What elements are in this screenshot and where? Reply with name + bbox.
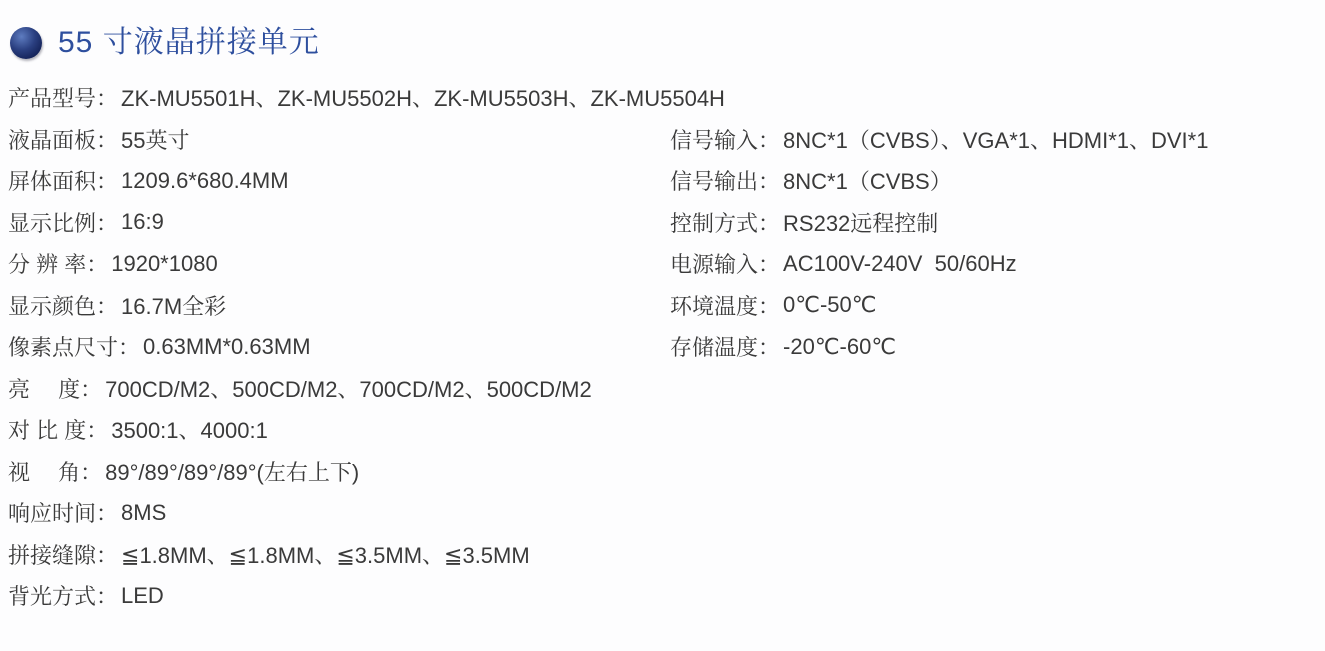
spec-label: 控制方式： [670, 210, 781, 236]
spec-row-backlight [8, 575, 725, 617]
sphere-bullet-icon [10, 27, 42, 59]
spec-row-contrast [8, 409, 725, 451]
spec-row-storage-temp [670, 326, 1208, 368]
spec-value: 8NC*1（CVBS）、VGA*1、HDMI*1、DVI*1 [783, 127, 1209, 153]
spec-row-lcd-panel [8, 119, 725, 161]
spec-label: 视 角： [8, 459, 103, 485]
spec-row-aspect-ratio [8, 202, 725, 244]
spec-label: 信号输出： [670, 169, 781, 195]
spec-label: 拼接缝隙： [8, 542, 119, 568]
spec-label: 存储温度： [670, 335, 781, 361]
spec-row-seam-gap [8, 534, 725, 576]
spec-value: 0.63MM*0.63MM [143, 333, 311, 359]
spec-value: RS232远程控制 [783, 210, 939, 236]
spec-row-resolution [8, 243, 725, 285]
page-header [10, 26, 320, 60]
spec-label: 环境温度： [670, 293, 781, 319]
spec-value: 0℃-50℃ [783, 292, 877, 318]
spec-row-viewing-angle [8, 451, 725, 493]
spec-row-display-color [8, 285, 725, 327]
spec-label: 显示比例： [8, 210, 119, 236]
spec-value: 1920*1080 [111, 250, 218, 276]
spec-row-power-input [670, 243, 1208, 285]
spec-row-signal-output [670, 160, 1208, 202]
spec-label: 对 比 度： [8, 418, 109, 444]
spec-value: 700CD/M2、500CD/M2、700CD/M2、500CD/M2 [105, 376, 592, 402]
spec-label: 信号输入： [670, 127, 781, 153]
spec-label: 产品型号： [8, 86, 119, 112]
spec-row-operating-temp [670, 285, 1208, 327]
spec-value: ≦1.8MM、≦1.8MM、≦3.5MM、≦3.5MM [121, 542, 530, 568]
spec-row-signal-input [670, 119, 1208, 161]
spec-value: 89°/89°/89°/89°(左右上下) [105, 459, 360, 485]
spec-label: 亮 度： [8, 376, 103, 402]
spec-value: 3500:1、4000:1 [111, 418, 268, 444]
spec-value: ZK-MU5501H、ZK-MU5502H、ZK-MU5503H、ZK-MU5504H [121, 86, 725, 112]
spec-row-response-time [8, 492, 725, 534]
spec-value: 16:9 [121, 209, 164, 235]
page-title: 55 寸液晶拼接单元 [58, 26, 320, 59]
spec-label: 屏体面积： [8, 169, 119, 195]
spec-column-right [670, 119, 1208, 368]
spec-column-left [8, 77, 725, 617]
spec-label: 像素点尺寸： [8, 335, 141, 361]
spec-value: 8NC*1（CVBS） [783, 169, 952, 195]
spec-value: 1209.6*680.4MM [121, 167, 289, 193]
spec-label: 电源输入： [670, 252, 781, 278]
spec-label: 背光方式： [8, 584, 119, 610]
spec-row-control-method [670, 202, 1208, 244]
spec-row-brightness [8, 368, 725, 410]
spec-row-pixel-pitch [8, 326, 725, 368]
spec-value: AC100V-240V 50/60Hz [783, 250, 1017, 276]
spec-label: 响应时间： [8, 501, 119, 527]
spec-value: LED [121, 582, 164, 608]
spec-value: 55英寸 [121, 127, 190, 153]
spec-label: 显示颜色： [8, 293, 119, 319]
spec-value: 16.7M全彩 [121, 293, 227, 319]
spec-value: -20℃-60℃ [783, 333, 897, 359]
spec-label: 液晶面板： [8, 127, 119, 153]
spec-row-product-model [8, 77, 725, 119]
spec-row-screen-area [8, 160, 725, 202]
spec-label: 分 辨 率： [8, 252, 109, 278]
spec-value: 8MS [121, 499, 167, 525]
